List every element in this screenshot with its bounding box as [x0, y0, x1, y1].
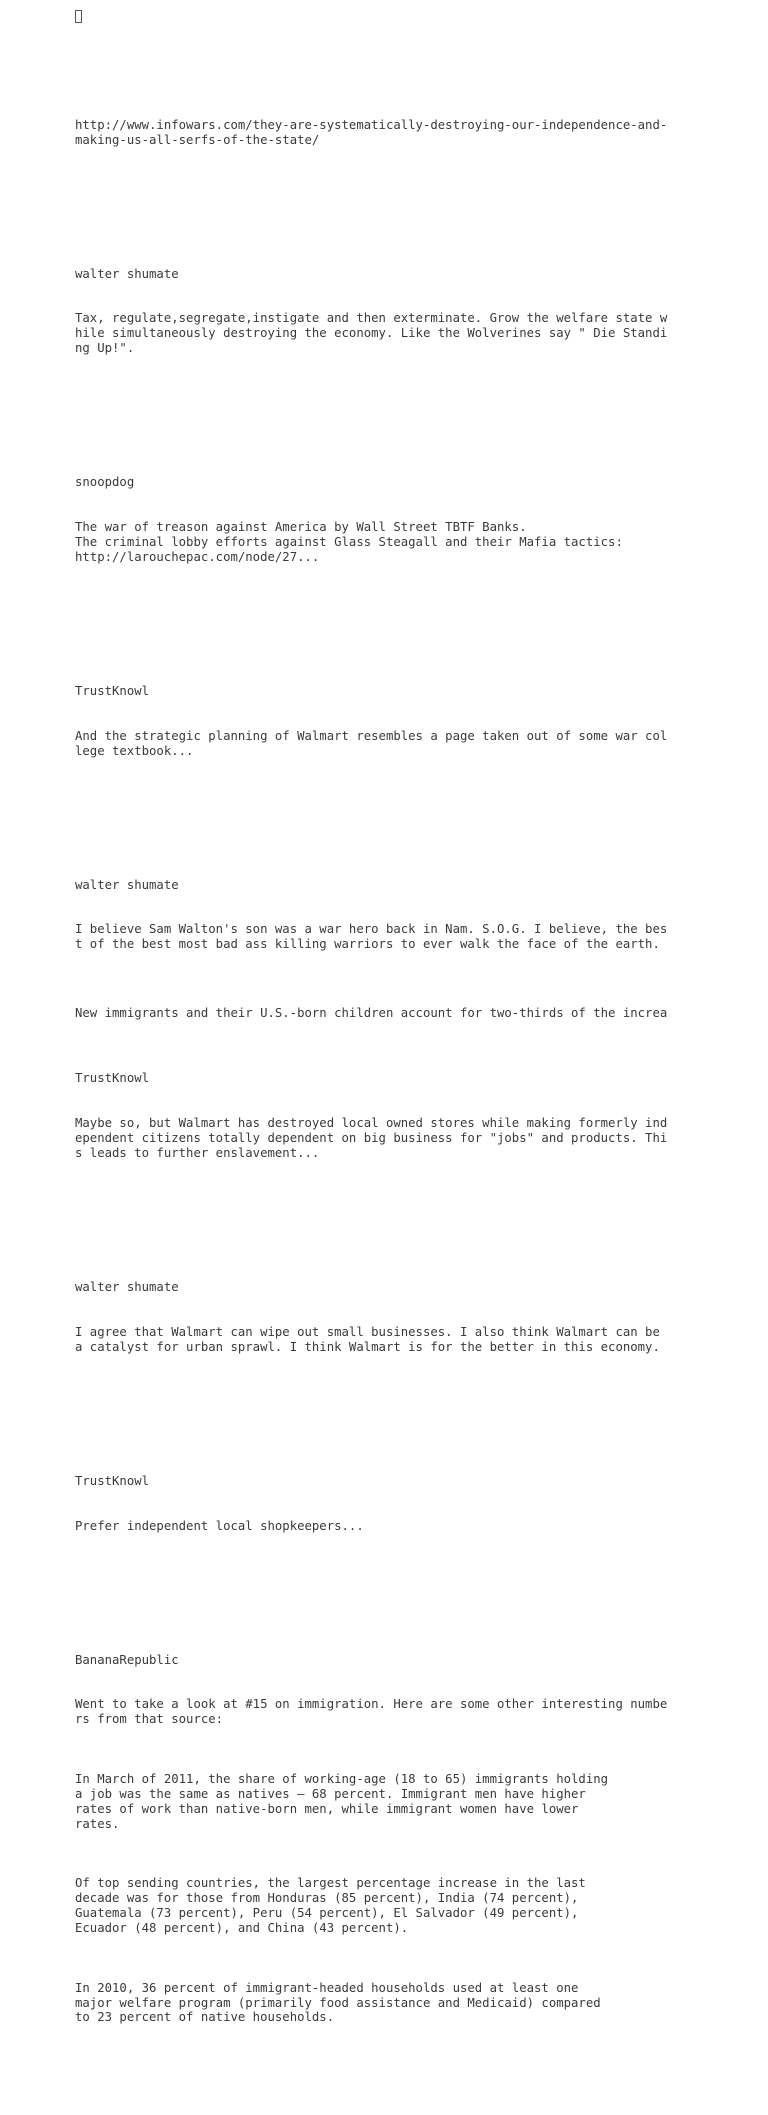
comment-paragraph: In March of 2011, the share of working-age (18 to 65) immigrants holding a job was the same as natives — 68 percent. Immigrant men have higher rates of work than native-born men, while immigrant women have lower rates.	[75, 1771, 609, 1831]
comment-item	[75, 1250, 695, 1384]
comment-body: Went to take a look at #15 on immigration. Here are some other interesting numbe rs from that source:	[75, 1697, 668, 1727]
comment-list	[75, 192, 695, 2115]
comment-author: walter shumate	[75, 877, 179, 892]
comment-author: TrustKnowl	[75, 683, 150, 698]
comment-body: Prefer independent local shopkeepers...	[75, 1518, 364, 1533]
comment-author: TrustKnowl	[75, 1473, 150, 1488]
comment-author: walter shumate	[75, 266, 179, 281]
comment-body: The war of treason against America by Wall Street TBTF Banks. The criminal lobby efforts against Glass Steagall and their Mafia tactics: http://larouchepac.com/node/27...	[75, 519, 623, 564]
comment-item	[75, 1042, 695, 1191]
comment-item	[75, 1623, 695, 2055]
comment-body: Maybe so, but Walmart has destroyed local owned stores while making formerly ind ependent citizens totally dependent on big business for "jobs" and products. Thi s leads to further enslavement...	[75, 1116, 668, 1160]
comment-item	[75, 1444, 695, 1563]
comment-item	[75, 654, 695, 788]
comment-item	[75, 445, 695, 594]
article-url[interactable]: http://www.infowars.com/they-are-systematically-destroying-our-independence-and- making-us-all-serfs-of-the-state/	[75, 118, 668, 147]
missing-glyph-icon	[75, 10, 82, 23]
comment-author: snoopdog	[75, 475, 135, 490]
continued-text: New immigrants and their U.S.-born children account for two-thirds of the increa	[75, 1006, 668, 1020]
comment-body: Tax, regulate,segregate,instigate and then exterminate. Grow the welfare state w hile simultaneously destroying the economy. Like the Wolverines say " Die Standi ng Up!".	[75, 311, 668, 356]
comment-author: walter shumate	[75, 1280, 179, 1295]
comment-body: I believe Sam Walton's son was a war hero back in Nam. S.O.G. I believe, the bes t of the best most bad ass killing warriors to ever walk the face of the earth.	[75, 922, 668, 952]
comment-paragraph: In 2010, 36 percent of immigrant-headed households used at least one major welfare program (primarily food assistance and Medicaid) compared to 23 percent of native households.	[75, 1980, 601, 2025]
comment-item	[75, 848, 695, 982]
comment-author: TrustKnowl	[75, 1071, 150, 1086]
comment-body: I agree that Walmart can wipe out small businesses. I also think Walmart can be a catalyst for urban sprawl. I think Walmart is for the better in this economy.	[75, 1324, 660, 1354]
comment-paragraph: Of top sending countries, the largest percentage increase in the last decade was for those from Honduras (85 percent), India (74 percent), Guatemala (73 percent), Peru (54 percent), El Salvador (49 percent), Ecuador (48 percent), and China (43 percent).	[75, 1876, 586, 1935]
comment-author: BananaRepublic	[75, 1652, 179, 1667]
comment-body: And the strategic planning of Walmart resembles a page taken out of some war col lege textbook...	[75, 728, 668, 758]
comment-item	[75, 237, 695, 386]
